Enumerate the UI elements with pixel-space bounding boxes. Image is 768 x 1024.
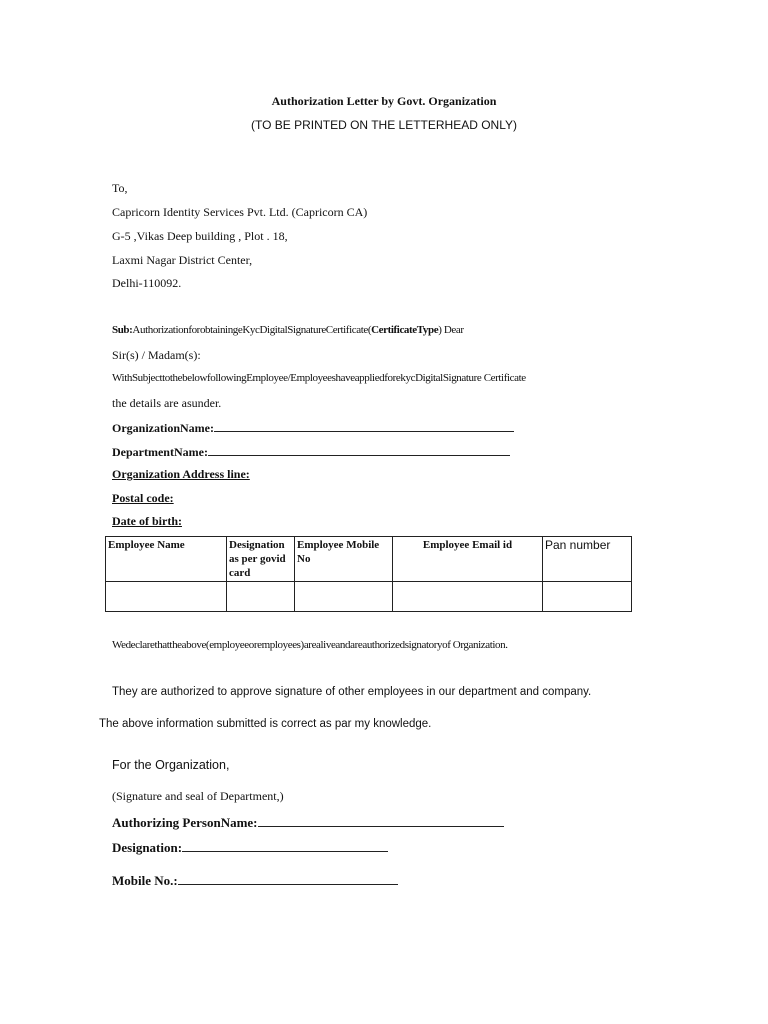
address-to: To,: [112, 181, 128, 195]
designation-label: Designation:: [112, 840, 183, 855]
designation-field: [112, 838, 388, 856]
address-line-3: Laxmi Nagar District Center,: [112, 253, 253, 267]
postal-code-label: Postal code:: [112, 491, 174, 505]
dob-label: Date of birth:: [112, 514, 182, 528]
org-name-blank[interactable]: [214, 419, 514, 432]
cell-email[interactable]: [393, 582, 543, 612]
mobile-field: [112, 871, 398, 889]
subject-tail: ) Dear: [438, 324, 464, 336]
org-address-label: Organization Address line:: [112, 467, 250, 481]
address-line-1: Capricorn Identity Services Pvt. Ltd. (Capricorn CA): [112, 205, 368, 219]
subject-line: [112, 324, 464, 336]
declaration: Wedeclarethattheabove(employeeoremployees)arealiveandareauthorizedsignatoryof Organization.: [112, 639, 508, 651]
header-designation: Designation as per govid card: [227, 537, 295, 582]
cell-employee-name[interactable]: [106, 582, 227, 612]
table-header-row: [106, 537, 632, 582]
certificate-type: CertificateType: [371, 324, 439, 336]
cell-designation[interactable]: [227, 582, 295, 612]
for-organization: For the Organization,: [112, 758, 230, 772]
signature-seal-note: (Signature and seal of Department,): [112, 789, 284, 803]
salutation: Sir(s) / Madam(s):: [112, 348, 201, 362]
authorizing-person-label: Authorizing PersonName:: [112, 815, 258, 830]
employee-table: [105, 536, 632, 612]
correctness-statement: The above information submitted is correct as par my knowledge.: [99, 718, 432, 730]
letter-title: Authorization Letter by Govt. Organization: [271, 94, 497, 108]
body-line-1: WithSubjecttothebelowfollowingEmployee/EmployeeshaveappliedforekycDigitalSignature Certificate: [112, 372, 526, 384]
header-mobile: Employee Mobile No: [295, 537, 393, 582]
body-line-2: the details are asunder.: [112, 396, 222, 410]
address-line-4: Delhi-110092.: [112, 276, 182, 290]
header-pan: Pan number: [543, 537, 632, 582]
org-name-label: OrganizationName:: [112, 421, 214, 435]
subject-text: AuthorizationforobtainingeKycDigitalSignatureCertificate(: [132, 324, 372, 336]
authorizing-person-blank[interactable]: [258, 813, 504, 827]
header-employee-name: Employee Name: [106, 537, 227, 582]
dept-name-blank[interactable]: [208, 443, 510, 456]
address-line-2: G-5 ,Vikas Deep building , Plot . 18,: [112, 229, 288, 243]
subject-label: Sub:: [112, 324, 133, 336]
dept-name-label: DepartmentName:: [112, 445, 208, 459]
cell-pan[interactable]: [543, 582, 632, 612]
authorizing-person-field: [112, 813, 504, 831]
dept-name-field: [112, 443, 510, 460]
table-row: [106, 582, 632, 612]
designation-blank[interactable]: [182, 838, 388, 852]
mobile-blank[interactable]: [178, 871, 398, 885]
authorized-statement: They are authorized to approve signature of other employees in our department and company.: [112, 686, 592, 698]
header-email: Employee Email id: [393, 537, 543, 582]
letter-subtitle: (TO BE PRINTED ON THE LETTERHEAD ONLY): [250, 118, 518, 132]
mobile-label: Mobile No.:: [112, 873, 178, 888]
org-name-field: [112, 419, 514, 436]
cell-mobile[interactable]: [295, 582, 393, 612]
